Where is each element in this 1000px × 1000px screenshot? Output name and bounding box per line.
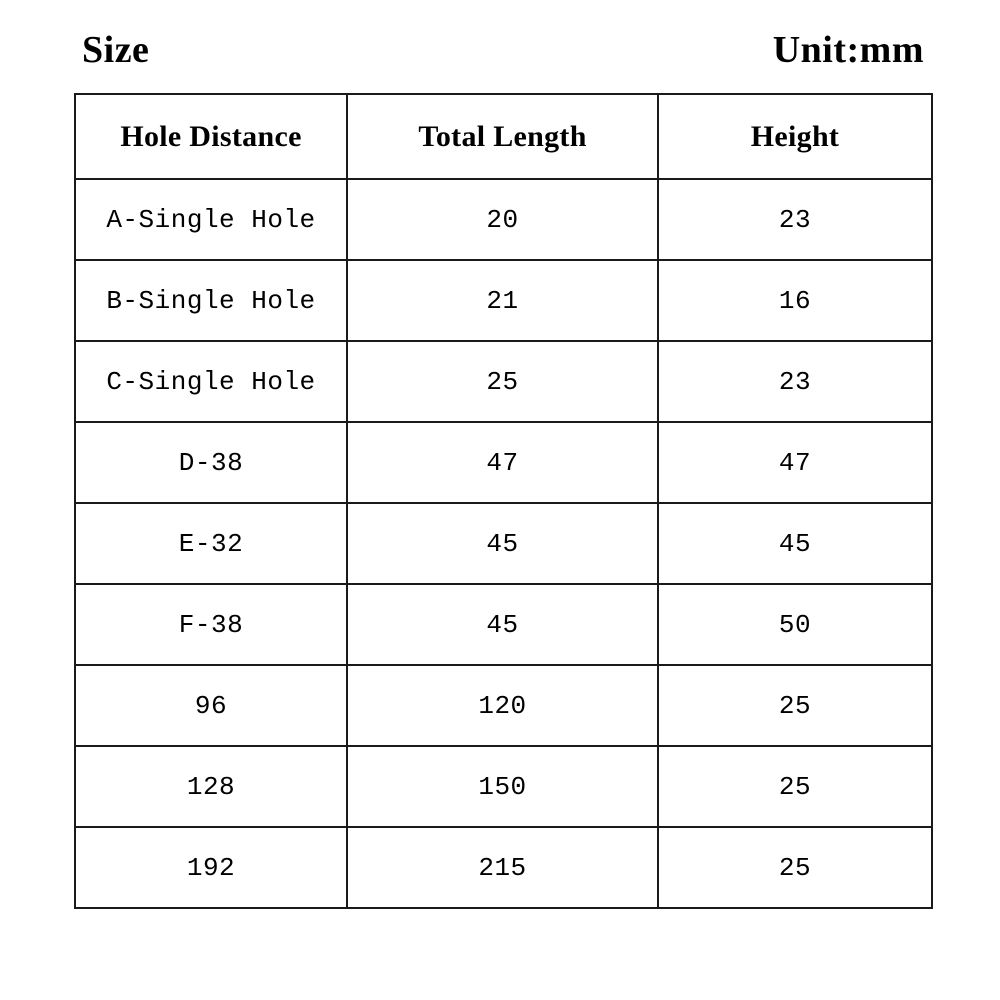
height-cell: 16 [658,260,932,341]
total-length-cell: 47 [347,422,658,503]
table-row [75,422,932,503]
total-length-cell: 215 [347,827,658,908]
table-row [75,665,932,746]
height-cell: 23 [658,179,932,260]
table-row [75,584,932,665]
column-header-hole-distance: Hole Distance [75,94,347,179]
total-length-cell: 120 [347,665,658,746]
size-title: Size [82,29,150,71]
height-cell: 45 [658,503,932,584]
total-length-cell: 45 [347,584,658,665]
height-cell: 25 [658,665,932,746]
column-header-height: Height [658,94,932,179]
total-length-cell: 150 [347,746,658,827]
table-row [75,179,932,260]
height-cell: 47 [658,422,932,503]
size-table [74,93,933,909]
size-heading-row [82,28,924,76]
hole-distance-cell: D-38 [75,422,347,503]
table-row [75,827,932,908]
height-cell: 50 [658,584,932,665]
hole-distance-cell: 192 [75,827,347,908]
unit-label: Unit:mm [772,29,924,71]
hole-distance-cell: E-32 [75,503,347,584]
height-cell: 25 [658,746,932,827]
height-cell: 25 [658,827,932,908]
total-length-cell: 21 [347,260,658,341]
hole-distance-cell: B-Single Hole [75,260,347,341]
hole-distance-cell: 96 [75,665,347,746]
column-header-total-length: Total Length [347,94,658,179]
table-row [75,341,932,422]
hole-distance-cell: A-Single Hole [75,179,347,260]
hole-distance-cell: 128 [75,746,347,827]
table-header-row [75,94,932,179]
table-row [75,503,932,584]
height-cell: 23 [658,341,932,422]
hole-distance-cell: F-38 [75,584,347,665]
total-length-cell: 25 [347,341,658,422]
total-length-cell: 45 [347,503,658,584]
table-row [75,746,932,827]
table-row [75,260,932,341]
total-length-cell: 20 [347,179,658,260]
hole-distance-cell: C-Single Hole [75,341,347,422]
